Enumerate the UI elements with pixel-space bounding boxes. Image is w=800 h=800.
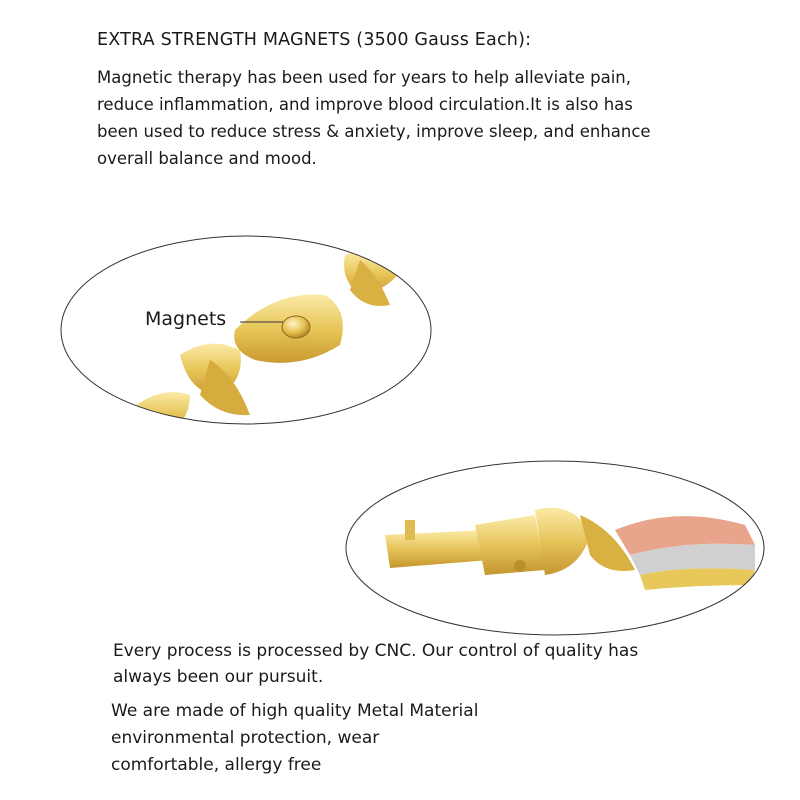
bracelet-clasp-illustration bbox=[345, 460, 765, 636]
magnet-closeup-image bbox=[60, 235, 432, 425]
quality-line: always been our pursuit. bbox=[113, 667, 324, 687]
intro-line: overall balance and mood. bbox=[97, 149, 317, 168]
quality-paragraph bbox=[113, 638, 638, 690]
intro-line: reduce inflammation, and improve blood circulation.It is also has bbox=[97, 95, 633, 114]
material-line: environmental protection, wear bbox=[111, 728, 380, 748]
quality-line: Every process is processed by CNC. Our control of quality has bbox=[113, 641, 639, 661]
bracelet-magnet-illustration bbox=[60, 235, 432, 425]
clasp-closeup-image bbox=[345, 460, 765, 636]
intro-line: been used to reduce stress & anxiety, improve sleep, and enhance bbox=[97, 122, 651, 141]
intro-line: Magnetic therapy has been used for years to help alleviate pain, bbox=[97, 68, 632, 87]
section-heading: EXTRA STRENGTH MAGNETS (3500 Gauss Each): bbox=[97, 30, 532, 50]
magnets-callout-label: Magnets bbox=[145, 308, 227, 330]
material-paragraph bbox=[111, 698, 478, 779]
intro-paragraph bbox=[97, 64, 757, 172]
material-line: comfortable, allergy free bbox=[111, 755, 322, 775]
material-line: We are made of high quality Metal Material bbox=[111, 701, 479, 721]
